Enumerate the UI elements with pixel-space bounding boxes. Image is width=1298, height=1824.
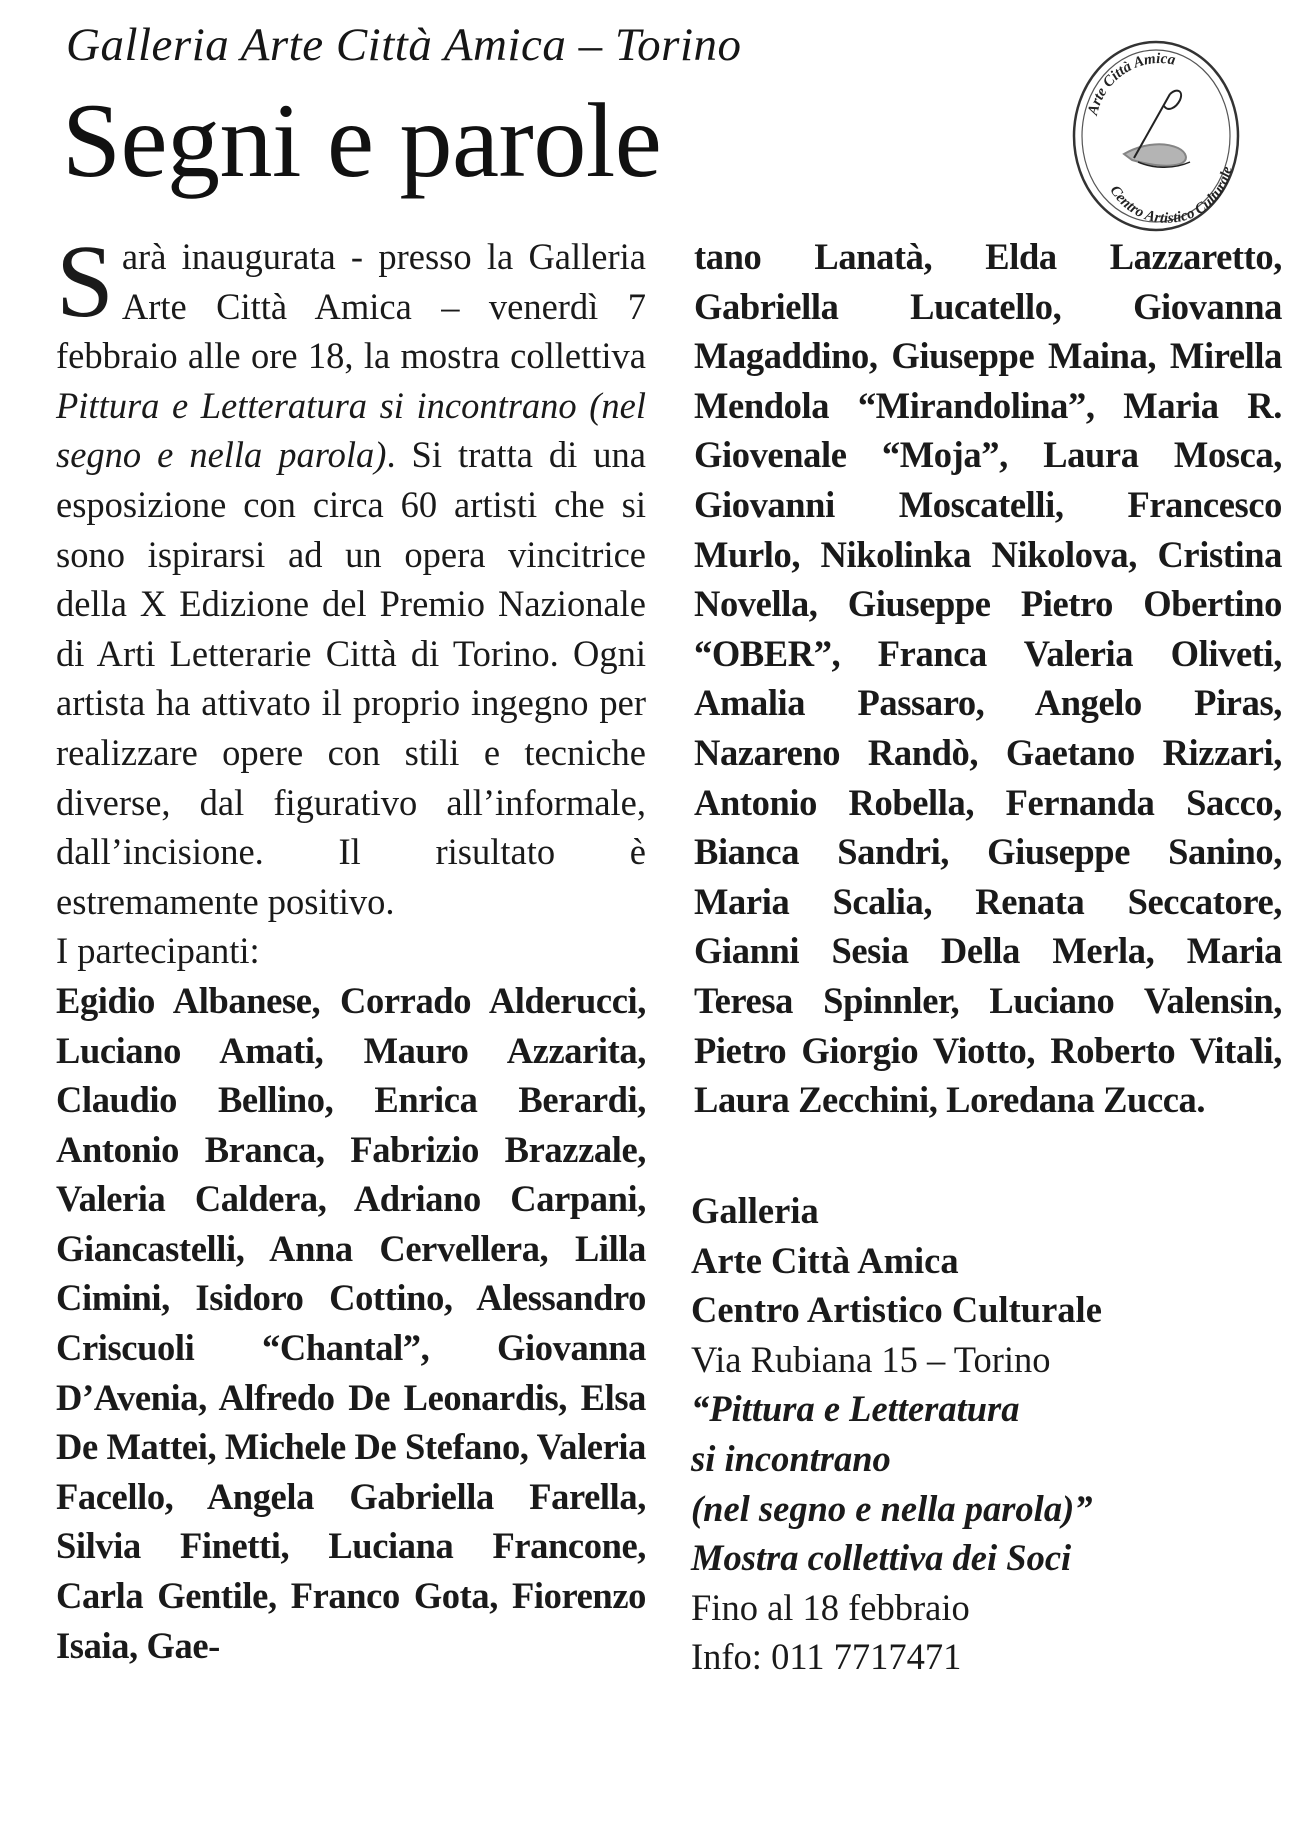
quill-hand-icon <box>1124 91 1190 168</box>
svg-text:Centro Artistico Culturale <box>1106 165 1235 227</box>
info-show-title-1: “Pittura e Letteratura <box>691 1388 1020 1430</box>
gallery-info-box <box>691 1186 1251 1682</box>
info-gallery: Galleria <box>691 1190 819 1231</box>
info-show-subtitle: Mostra collettiva dei Soci <box>691 1537 1072 1579</box>
info-show-title-3: (nel segno e nella parola)” <box>691 1487 1093 1529</box>
intro-text: arà inaugurata - presso la Galleria Arte Città Amica – venerdì 7 febbraio alle ore 18, la mostra collettiva <box>56 236 646 377</box>
intro-paragraph <box>56 224 647 926</box>
drop-cap: S <box>56 224 114 339</box>
gallery-logo <box>1068 36 1244 236</box>
info-centre: Centro Artistico Culturale <box>691 1289 1102 1331</box>
info-phone: Info: 011 7717471 <box>691 1636 962 1678</box>
intro-rest: . Si tratta di una esposizione con circa 60 artisti che si sono ispirarsi ad un opera vincitrice della X Edizione del Premio Nazionale di Arti Letterarie Città di Torino. Ogni artista ha attivato il proprio ingegno per realizzare opere con stili e tecniche diverse, dal figurativo all’informale, dall’incisione. Il risultato è estremamente positivo. <box>56 434 647 922</box>
info-dates: Fino al 18 febbraio <box>691 1586 970 1628</box>
article-headline: Segni e parole <box>62 82 662 199</box>
logo-top-text: Arte Città Amica <box>1085 50 1177 117</box>
exhibition-title: Pittura e Letteratura si incontrano (nel segno e nella parola) <box>56 384 646 476</box>
article-body-left <box>56 224 647 1670</box>
participants-list: Egidio Albanese, Corrado Alderucci, Luciano Amati, Mauro Azzarita, Claudio Bellino, Enrica Berardi, Antonio Branca, Fabrizio Brazzale, Valeria Caldera, Adriano Carpani, Giancastelli, Anna Cervellera, Lilla Cimini, Isidoro Cottino, Alessandro Criscuoli “Chantal”, Giovanna D’Avenia, Alfredo De Leonardis, Elsa De Mattei, Michele De Stefano, Valeria Facello, Angela Gabriella Farella, Silvia Finetti, Luciana Francone, Carla Gentile, Franco Gota, Fiorenzo Isaia, Gae- <box>56 979 646 1666</box>
info-gallery-name: Arte Città Amica <box>691 1239 959 1281</box>
article-body-right <box>694 232 1282 1125</box>
participants-heading: I partecipanti: <box>56 930 260 972</box>
info-show-title-2: si incontrano <box>691 1437 891 1479</box>
gallery-kicker: Galleria Arte Città Amica – Torino <box>66 19 742 71</box>
logo-bottom-text: Centro Artistico Culturale <box>1106 165 1236 227</box>
stamp-icon <box>1068 36 1244 236</box>
info-address: Via Rubiana 15 – Torino <box>691 1338 1051 1380</box>
participants-list-continued: tano Lanatà, Elda Lazzaretto, Gabriella Lucatello, Giovanna Magaddino, Giuseppe Maina, Mirella Mendola “Mirandolina”, Maria R. Giovenale “Moja”, Laura Mosca, Giovanni Moscatelli, Francesco Murlo, Nikolinka Nikolova, Cristina Novella, Giuseppe Pietro Obertino “OBER”, Franca Valeria Oliveti, Amalia Passaro, Angelo Piras, Nazareno Randò, Gaetano Rizzari, Antonio Robella, Fernanda Sacco, Bianca Sandri, Giuseppe Sanino, Maria Scalia, Renata Seccatore, Gianni Sesia Della Merla, Maria Teresa Spinnler, Luciano Valensin, Pietro Giorgio Viotto, Roberto Vitali, Laura Zecchini, Loredana Zucca. <box>694 236 1282 1121</box>
